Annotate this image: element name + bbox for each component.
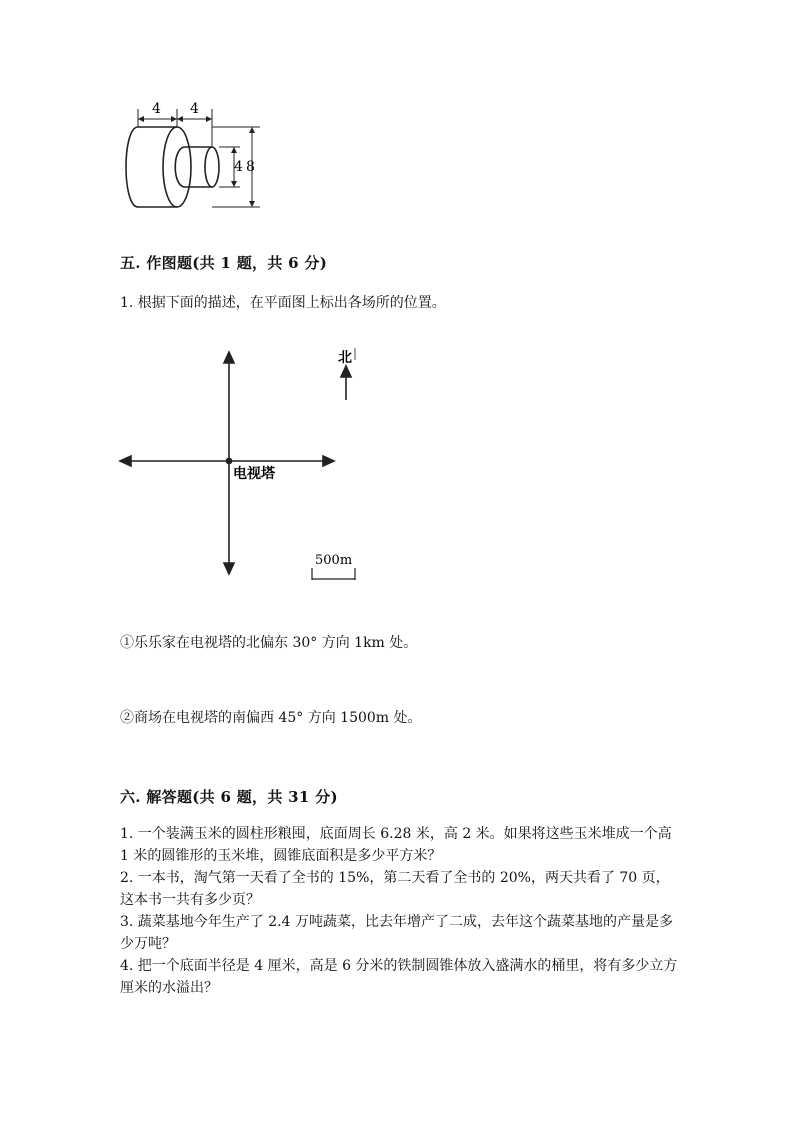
dim-left-label: 4 (152, 101, 161, 117)
outer-cylinder-left-edge (126, 127, 138, 207)
dim-outer-label: 8 (246, 159, 255, 175)
outer-cylinder-face (163, 127, 191, 207)
section6-question-3: 3. 蔬菜基地今年生产了 2.4 万吨蔬菜，比去年增产了二成，去年这个蔬菜基地的产量是多少万吨？ (120, 914, 673, 952)
tv-tower-label: 电视塔 (233, 466, 275, 482)
north-arrow-head (341, 366, 351, 377)
section6-question-4: 4. 把一个底面半径是 4 厘米，高是 6 分米的铁制圆锥体放入盛满水的桶里，将有多少立方厘米的水溢出？ (120, 958, 678, 996)
section5-item2: ②商场在电视塔的南偏西 45° 方向 1500m 处。 (120, 710, 422, 726)
section6-question-list (120, 823, 680, 999)
north-label: 北 (338, 350, 352, 366)
section6-question-1: 1. 一个装满玉米的圆柱形粮囤，底面周长 6.28 米，高 2 米。如果将这些玉米堆成一个高 1 米的圆锥形的玉米堆，圆锥底面积是多少平方米？ (120, 826, 672, 864)
scale-label: 500m (315, 553, 353, 568)
map-figure (110, 340, 380, 590)
dim-right-label: 4 (190, 101, 199, 117)
section6-heading: 六. 解答题(共 6 题，共 31 分) (120, 788, 338, 806)
section5-question: 1. 根据下面的描述，在平面图上标出各场所的位置。 (120, 295, 446, 311)
axis-arrow-up (224, 352, 234, 363)
section5-heading: 五. 作图题(共 1 题，共 6 分) (120, 254, 328, 272)
axis-arrow-right (323, 456, 334, 466)
dim-inner-label: 4 (234, 159, 243, 175)
axis-arrow-left (120, 456, 131, 466)
inner-cylinder-face (205, 147, 219, 187)
tv-tower-point (226, 458, 231, 463)
axis-arrow-down (224, 563, 234, 574)
section6-question-2: 2. 一本书，淘气第一天看了全书的 15%，第二天看了全书的 20%，两天共看了 70 页，这本书一共有多少页？ (120, 870, 670, 908)
section5-item1: ①乐乐家在电视塔的北偏东 30° 方向 1km 处。 (120, 635, 418, 651)
cylinder-figure (110, 95, 280, 215)
